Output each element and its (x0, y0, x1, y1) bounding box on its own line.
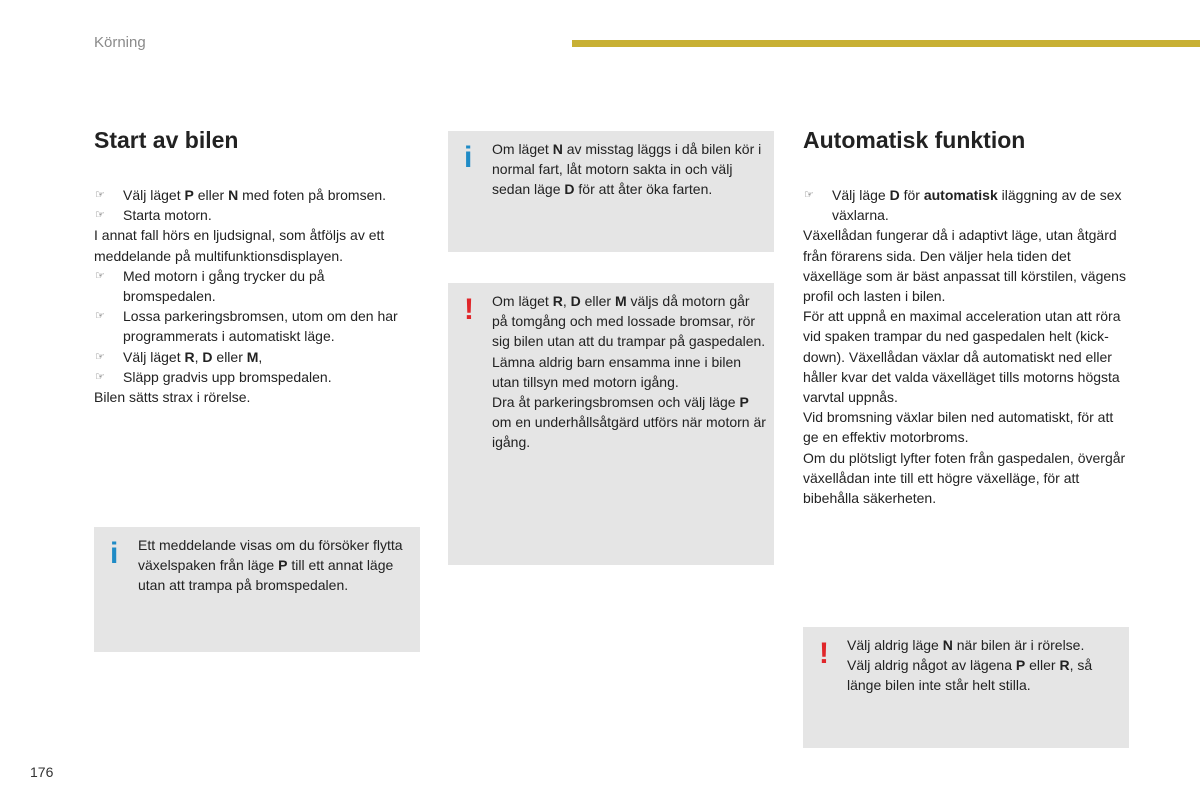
info-text: Om läget N av misstag läggs i då bilen kör i normal fart, låt motorn sakta in och välj sedan läge D för att åter öka farten. (492, 141, 762, 198)
warning-icon: ! (464, 293, 474, 326)
bullet-item: ☞ Med motorn i gång trycker du på bromspedalen. (95, 267, 325, 305)
paragraph: Bilen sätts strax i rörelse. (94, 389, 251, 406)
bullet-item: ☞ Välj läge D för automatisk iläggning av de sex växlarna. (804, 187, 1122, 224)
pointing-hand-icon: ☞ (95, 350, 105, 363)
warning-text: Om läget R, D eller M väljs då motorn går på tomgång och med lossade bromsar, rör sig bilen utan att du trampar på gaspedalen. Lämna aldrig barn ensamma inne i bilen utan tillsyn med motorn igång. Dra åt parkeringsbromsen och välj läge P om en underhållsåtgärd utförs när motorn är igång. (492, 293, 766, 451)
automatic-title: Automatisk funktion (803, 127, 1026, 153)
bullet-item: ☞ Välj läget R, D eller M, (94, 347, 420, 367)
section-header: Körning (94, 34, 146, 51)
paragraph: För att uppnå en maximal acceleration utan att röra vid spaken trampar du ned gaspedalen helt (kick-down). Växellådan växlar då automatiskt ned eller håller kvar det valda växelläget tills motorns högsta varvtal uppnås. (803, 308, 1121, 406)
start-title: Start av bilen (94, 127, 239, 153)
info-icon: i (464, 141, 473, 174)
automatic-description (803, 185, 1129, 508)
page-number: 176 (30, 764, 54, 780)
info-icon: i (110, 537, 119, 570)
warning-box-neutral (803, 627, 1129, 748)
pointing-hand-icon: ☞ (95, 310, 105, 323)
bullet-item: ☞ Lossa parkeringsbromsen, utom om den har programmerats i automatiskt läge. (95, 308, 398, 345)
paragraph: Vid bromsning växlar bilen ned automatiskt, för att ge en effektiv motorbroms. (803, 409, 1114, 446)
warning-box-idle (448, 283, 774, 565)
info-box-neutral (448, 131, 774, 252)
pointing-hand-icon: ☞ (95, 269, 105, 282)
warning-text: Välj aldrig läge N när bilen är i rörelse. Välj aldrig något av lägena P eller R, så länge bilen inte står helt stilla. (847, 637, 1093, 694)
bullet-item: ☞ Släpp gradvis upp bromspedalen. (94, 367, 420, 387)
pointing-hand-icon: ☞ (804, 189, 814, 201)
info-box-gear-lever (94, 527, 420, 652)
header-accent-bar (572, 40, 1200, 47)
bullet-item: ☞ Välj läget P eller N med foten på bromsen. (94, 185, 420, 205)
paragraph: Växellådan fungerar då i adaptivt läge, utan åtgärd från förarens sida. Den väljer hela tiden det växelläge som är bäst anpassat till körstilen, vägens profil och lasten i bilen. (803, 227, 1126, 305)
pointing-hand-icon: ☞ (95, 370, 105, 383)
paragraph: Om du plötsligt lyfter foten från gaspedalen, övergår växellådan inte till ett högre växelläge, för att bibehålla säkerheten. (803, 449, 1126, 507)
warning-icon: ! (819, 637, 829, 670)
info-text: Ett meddelande visas om du försöker flytta växelspaken från läge P till ett annat läge utan att trampa på bromspedalen. (138, 537, 403, 594)
pointing-hand-icon: ☞ (95, 209, 105, 222)
bullet-item: ☞ Starta motorn. (94, 205, 420, 225)
paragraph: I annat fall hörs en ljudsignal, som åtföljs av ett meddelande på multifunktionsdisplayen. (94, 227, 385, 264)
pointing-hand-icon: ☞ (95, 189, 105, 201)
start-instructions (94, 185, 420, 407)
